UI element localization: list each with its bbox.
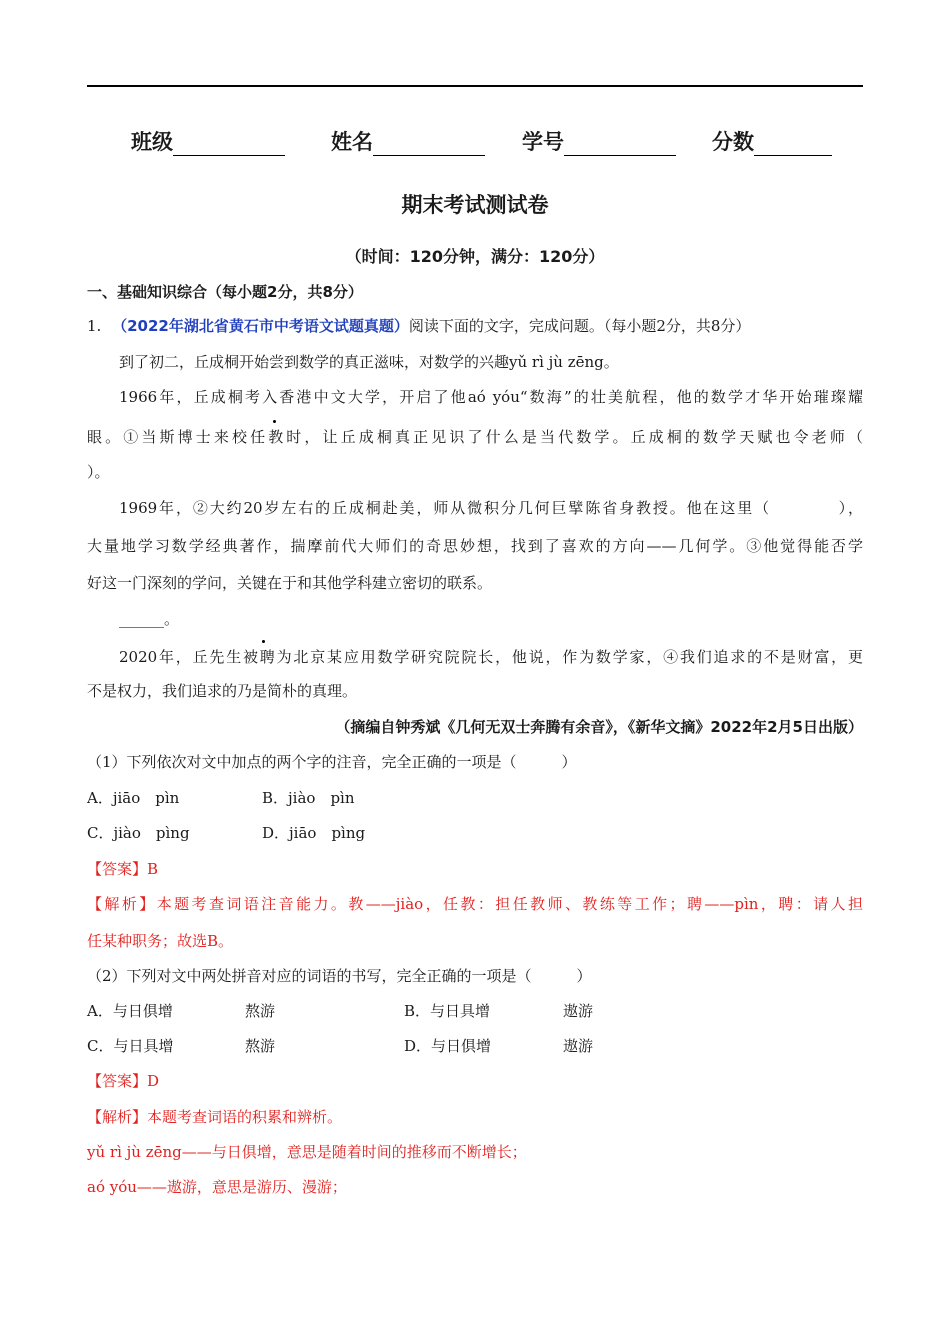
emphasis-dot [262, 640, 265, 643]
sub1-answer: 【答案】B [87, 860, 159, 878]
class-label: 班级 [131, 130, 173, 154]
passage-line: ）。 [87, 463, 110, 481]
student-info-row [0, 126, 950, 162]
passage-line: 大量地学习数学经典著作，揣摩前代大师们的奇思妙想，找到了喜欢的方向——几何学。③他觉得能否学 [87, 537, 863, 555]
citation: （摘编自钟秀斌《几何无双士奔腾有余音》，《新华文摘》2022年2月5日出版） [335, 718, 863, 736]
sub2-option-a-word: 熬游 [245, 1002, 276, 1020]
passage-line: 好这一门深刻的学问，关键在于和其他学科建立密切的联系。 [87, 574, 493, 592]
emphasis-dot [273, 420, 276, 423]
exam-subtitle: （时间：120分钟，满分：120分） [345, 247, 605, 266]
name-field[interactable] [331, 126, 485, 156]
question-number: 1. [87, 317, 102, 335]
passage-line: 2020年，丘先生被聘为北京某应用数学研究院院长，他说，作为数学家，④我们追求的不是财富，更 [119, 648, 863, 666]
top-rule [87, 85, 863, 87]
sub1-option-c[interactable]: C．jiào pìng [87, 824, 190, 842]
sub2-option-b[interactable]: B．与日具增 [404, 1002, 491, 1020]
sub2-option-a[interactable]: A．与日俱增 [87, 1002, 173, 1020]
class-field[interactable] [131, 126, 285, 156]
passage-line: 不是权力，我们追求的乃是简朴的真理。 [87, 682, 358, 700]
score-field[interactable] [712, 126, 832, 156]
sub1-option-b[interactable]: B．jiào pìn [262, 789, 355, 807]
student-id-label: 学号 [522, 130, 564, 154]
sub2-option-b-word: 遨游 [563, 1002, 594, 1020]
passage-blank-line: ______。 [119, 610, 180, 628]
section-heading: 一、基础知识综合（每小题2分，共8分） [87, 283, 363, 301]
sub2-option-d-word: 遨游 [563, 1037, 594, 1055]
sub2-option-d[interactable]: D．与日俱增 [404, 1037, 492, 1055]
sub2-answer: 【答案】D [87, 1072, 160, 1090]
question-source: （2022年湖北省黄石市中考语文试题真题） [112, 317, 409, 335]
sub1-option-d[interactable]: D．jiāo pìng [262, 824, 366, 842]
passage-line: 到了初二，丘成桐开始尝到数学的真正滋味，对数学的兴趣yǔ rì jù zēng。 [119, 353, 619, 371]
question-1-line [87, 315, 750, 337]
score-blank[interactable] [754, 131, 832, 156]
sub2-stem: （2）下列对文中两处拼音对应的词语的书写，完全正确的一项是（ ） [87, 967, 592, 985]
sub1-option-a[interactable]: A．jiāo pìn [87, 789, 180, 807]
passage-line: 眼。①当斯博士来校任教时，让丘成桐真正见识了什么是当代数学。丘成桐的数学天赋也令老师（ [87, 428, 863, 446]
sub2-analysis-line: 【解析】本题考查词语的积累和辨析。 [87, 1108, 343, 1126]
passage-line: 1966年，丘成桐考入香港中文大学，开启了他aó yóu“数海”的壮美航程，他的数学才华开始璀璨耀 [119, 388, 863, 406]
sub2-analysis-line: yǔ rì jù zēng——与日俱增，意思是随着时间的推移而不断增长； [87, 1143, 527, 1161]
student-id-blank[interactable] [564, 131, 676, 156]
sub2-analysis-line: aó yóu——遨游，意思是游历、漫游； [87, 1178, 347, 1196]
exam-title: 期末考试测试卷 [401, 193, 549, 217]
name-label: 姓名 [331, 130, 373, 154]
passage-line: 1969年，②大约20岁左右的丘成桐赴美，师从微积分几何巨擘陈省身教授。他在这里（ ）， [119, 499, 863, 517]
class-blank[interactable] [173, 131, 285, 156]
score-label: 分数 [712, 130, 754, 154]
sub1-stem: （1）下列依次对文中加点的两个字的注音，完全正确的一项是（ ） [87, 753, 577, 771]
name-blank[interactable] [373, 131, 485, 156]
sub1-analysis-line: 【解析】本题考查词语注音能力。教——jiào，任教：担任教师、教练等工作；聘——pìn，聘：请人担 [87, 895, 863, 913]
sub2-option-c[interactable]: C．与日具增 [87, 1037, 174, 1055]
question-intro: 阅读下面的文字，完成问题。（每小题2分，共8分） [408, 317, 751, 335]
sub2-option-c-word: 熬游 [245, 1037, 276, 1055]
student-id-field[interactable] [522, 126, 676, 156]
sub1-analysis-line: 任某种职务；故选B。 [87, 932, 234, 950]
